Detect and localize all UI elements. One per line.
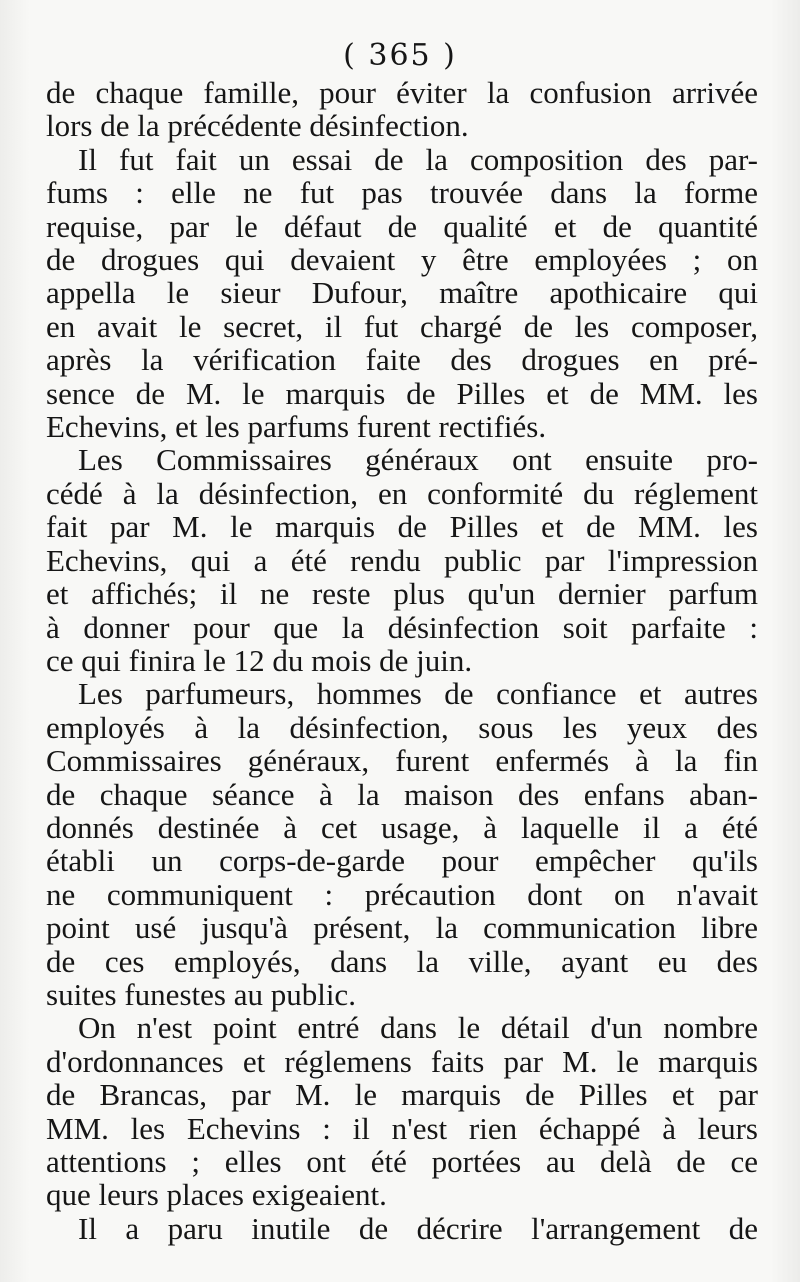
text-line: de ces employés, dans la ville, ayant eu des <box>46 943 758 979</box>
text-line: suites funestes au public. <box>46 976 356 1012</box>
text-line: en avait le secret, il fut chargé de les composer, <box>46 308 758 344</box>
text-line: que leurs places exigeaient. <box>46 1177 387 1213</box>
text-line: ne communiquent : précaution dont on n'avait <box>46 876 758 912</box>
text-line: après la vérification faite des drogues en pré- <box>46 342 758 378</box>
text-line: de Brancas, par M. le marquis de Pilles et par <box>46 1077 758 1113</box>
text-line: sence de M. le marquis de Pilles et de MM. les <box>46 375 758 411</box>
text-line: lors de la précédente désinfection. <box>46 108 469 144</box>
page-number: ( 365 ) <box>343 38 457 73</box>
text-line: de chaque famille, pour éviter la confusion arrivée <box>46 75 758 110</box>
text-line: employés à la désinfection, sous les yeux des <box>46 709 758 745</box>
text-line: requise, par le défaut de qualité et de quantité <box>46 208 758 244</box>
text-line: point usé jusqu'à présent, la communication libre <box>46 910 758 946</box>
text-line: donnés destinée à cet usage, à laquelle il a été <box>46 809 758 845</box>
text-line: de chaque séance à la maison des enfans aban- <box>46 776 758 812</box>
body-text <box>46 76 758 1245</box>
text-line: Il a paru inutile de décrire l'arrangement de <box>78 1210 758 1246</box>
text-line: MM. les Echevins : il n'est rien échappé à leurs <box>46 1110 758 1146</box>
text-line: Echevins, et les parfums furent rectifiés. <box>46 409 547 445</box>
text-line: Les Commissaires généraux ont ensuite pro- <box>78 442 758 478</box>
text-line: Commissaires généraux, furent enfermés à la fin <box>46 743 758 779</box>
text-line: fait par M. le marquis de Pilles et de MM. les <box>46 509 758 545</box>
text-line: à donner pour que la désinfection soit parfaite : <box>46 609 758 645</box>
text-line: établi un corps-de-garde pour empêcher qu'ils <box>46 843 758 879</box>
text-line: cédé à la désinfection, en conformité du réglement <box>46 475 758 511</box>
text-line: attentions ; elles ont été portées au delà de ce <box>46 1144 758 1179</box>
text-line: de drogues qui devaient y être employées ; on <box>46 242 758 278</box>
text-line: On n'est point entré dans le détail d'un nombre <box>78 1010 758 1046</box>
text-line: Echevins, qui a été rendu public par l'impression <box>46 542 758 578</box>
text-line: Les parfumeurs, hommes de confiance et autres <box>78 676 758 712</box>
text-line: appella le sieur Dufour, maître apothicaire qui <box>46 275 758 311</box>
text-line: et affichés; il ne reste plus qu'un dernier parfum <box>46 576 758 612</box>
text-line: d'ordonnances et réglemens faits par M. le marquis <box>46 1043 758 1079</box>
text-line: fums : elle ne fut pas trouvée dans la forme <box>46 175 758 211</box>
text-line: ce qui finira le 12 du mois de juin. <box>46 642 473 678</box>
text-line: Il fut fait un essai de la composition des par- <box>78 141 758 177</box>
